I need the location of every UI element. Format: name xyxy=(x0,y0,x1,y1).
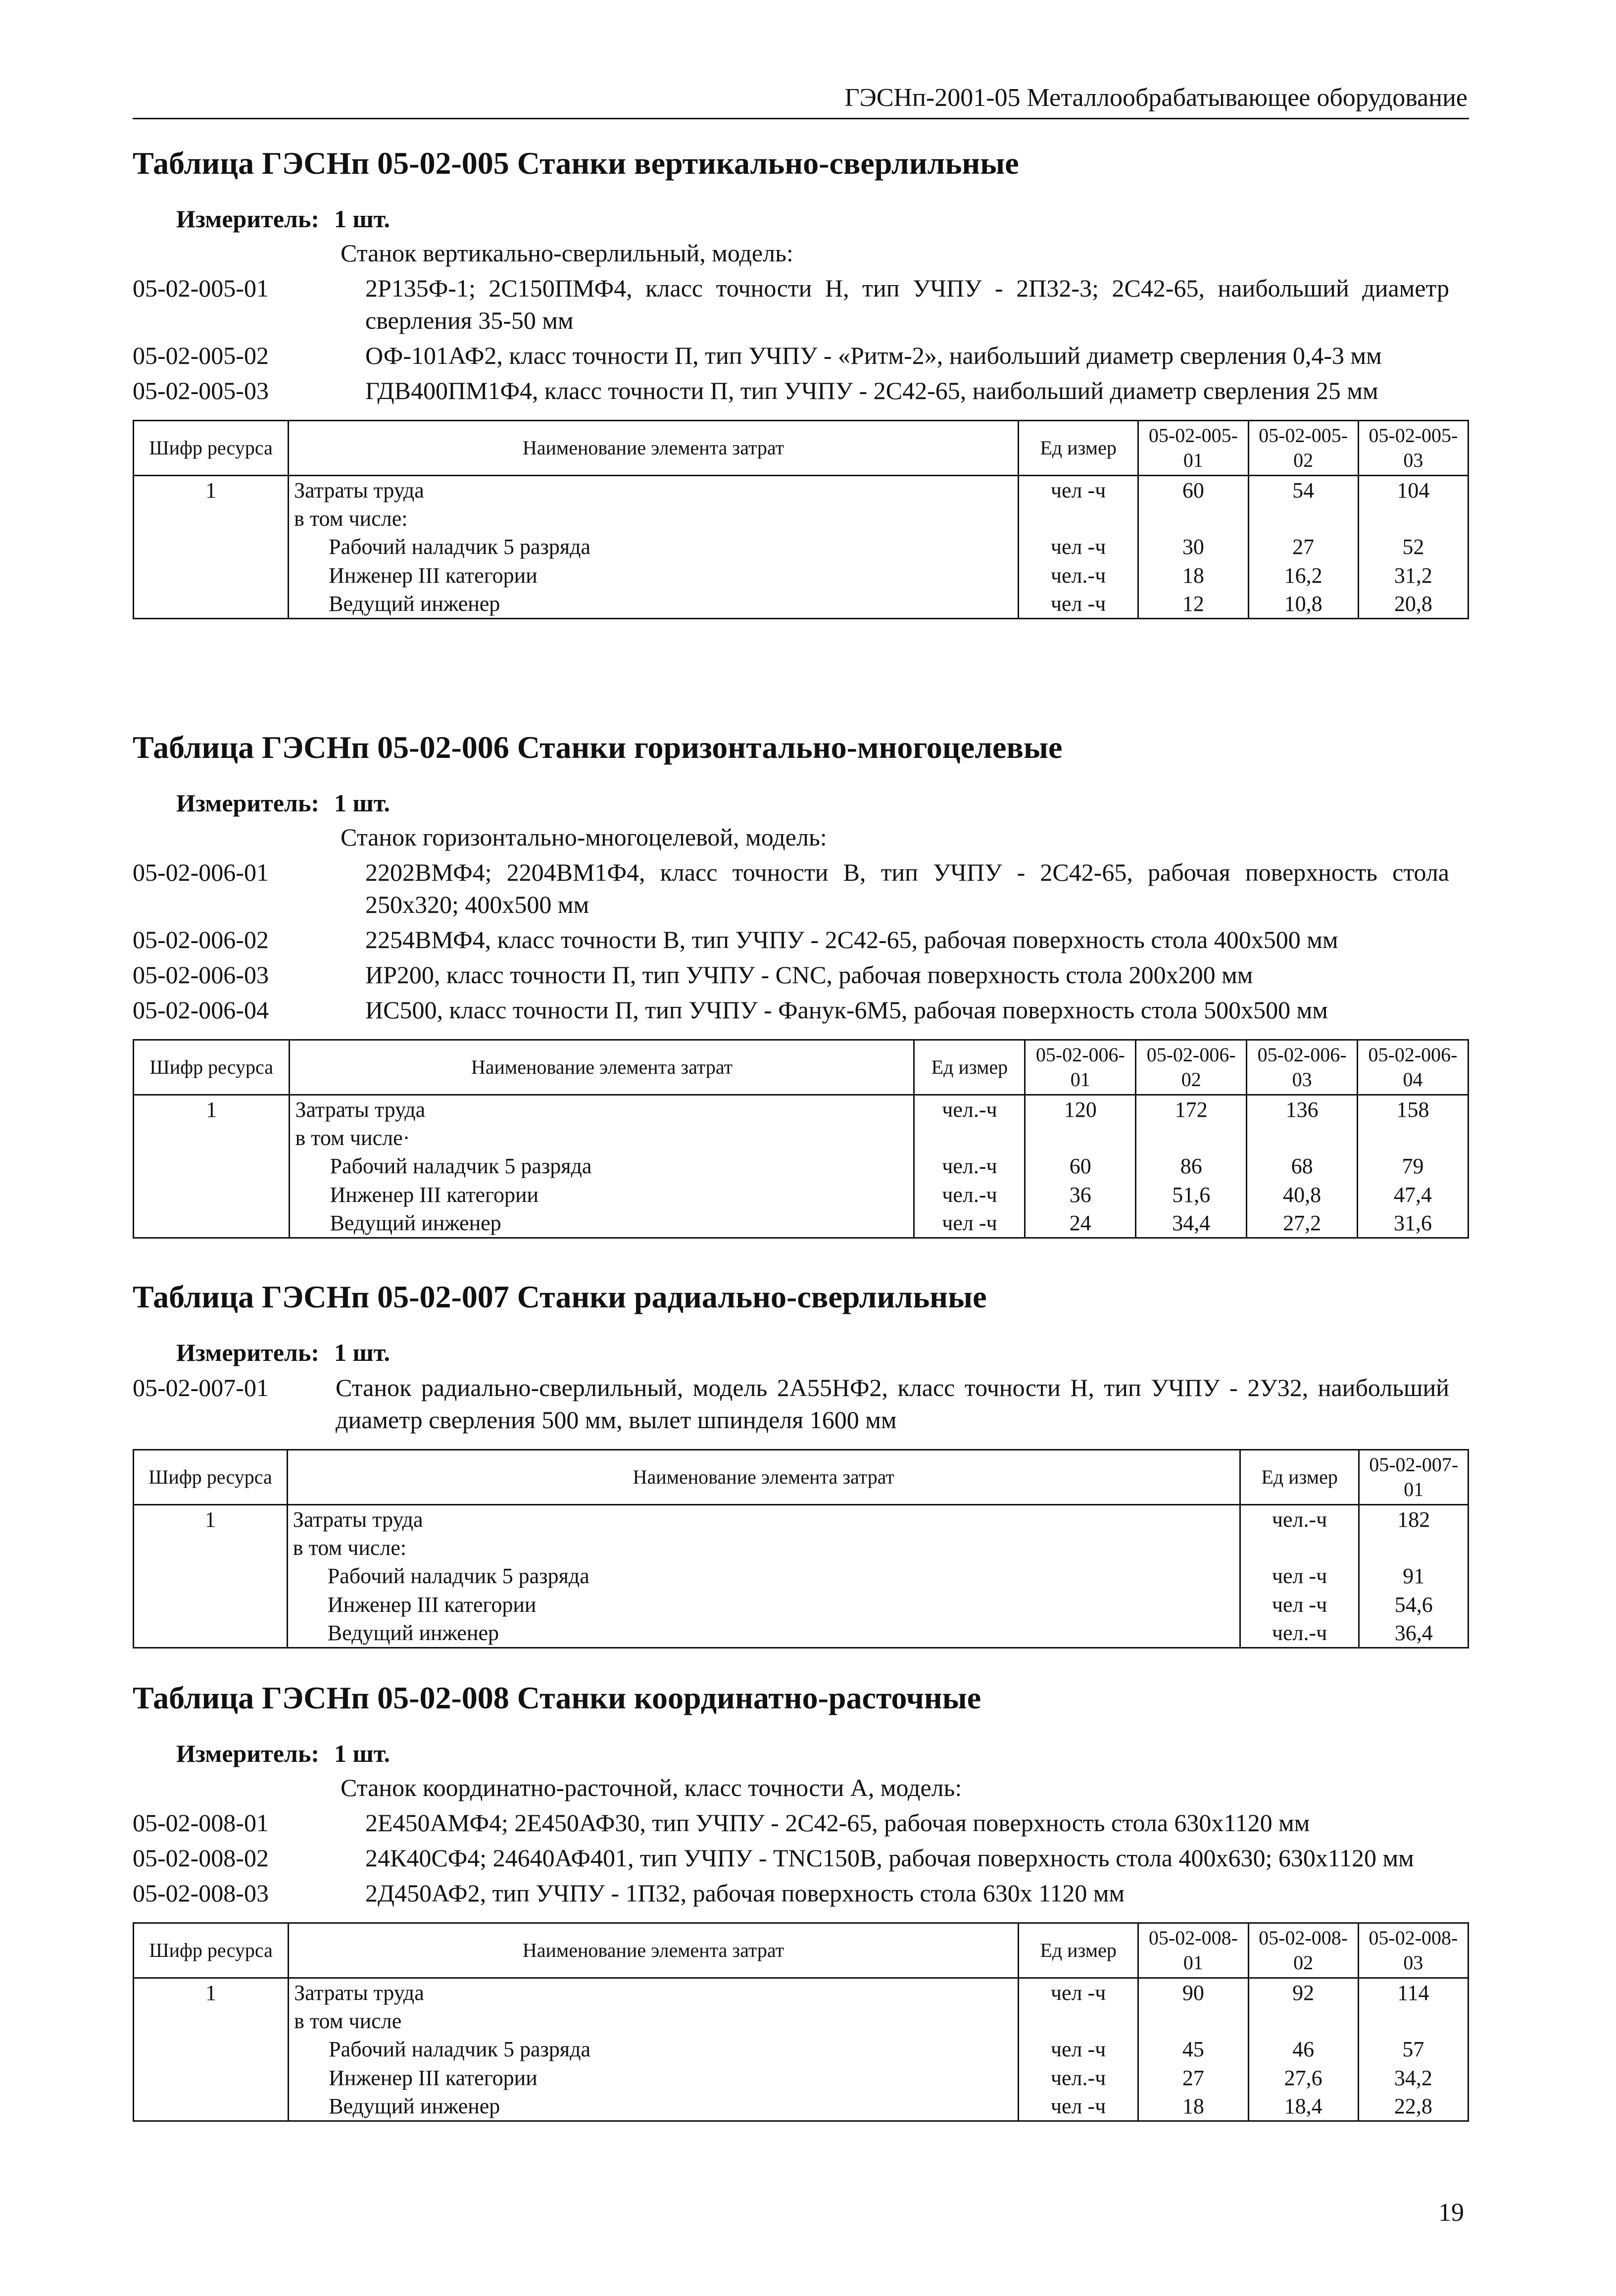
measure-label: Измеритель: xyxy=(176,1339,320,1366)
table-row xyxy=(134,2035,1469,2063)
table-row xyxy=(134,1152,1469,1180)
row-value xyxy=(1138,504,1248,533)
row-unit xyxy=(914,1124,1025,1152)
model-code: 05-02-007-01 xyxy=(133,1374,269,1401)
row-value: 18,4 xyxy=(1248,2092,1358,2121)
row-value: 104 xyxy=(1358,476,1468,505)
measure-value: 1 шт. xyxy=(334,789,391,817)
header-name: Наименование элемента затрат xyxy=(290,1040,914,1095)
table-row xyxy=(134,1181,1469,1209)
row-value: 60 xyxy=(1138,476,1248,505)
table-section xyxy=(133,728,1469,1239)
model-item xyxy=(133,272,1469,337)
measure-value: 1 шт. xyxy=(334,1339,391,1366)
row-name: Ведущий инженер xyxy=(289,2092,1019,2121)
section-title: Таблица ГЭСНп 05-02-007 Станки радиально-сверлильные xyxy=(133,1279,987,1314)
row-unit: чел -ч xyxy=(1018,476,1138,505)
row-code xyxy=(134,1619,288,1648)
table-header-row xyxy=(134,1040,1469,1095)
model-description: 2254ВМФ4, класс точности В, тип УЧПУ - 2С42-65, рабочая поверхность стола 400x500 мм xyxy=(365,926,1338,953)
row-unit: чел.-ч xyxy=(1240,1505,1359,1534)
row-unit: чел -ч xyxy=(1018,2092,1138,2121)
header-name: Наименование элемента затрат xyxy=(287,1450,1240,1505)
measure-line xyxy=(176,203,1469,235)
row-value: 24 xyxy=(1025,1209,1136,1238)
model-item xyxy=(133,340,1469,372)
section-title: Таблица ГЭСНп 05-02-005 Станки вертикально-сверлильные xyxy=(133,146,1019,181)
table-row xyxy=(134,590,1469,619)
row-unit: чел -ч xyxy=(1018,533,1138,561)
header-column-code: 05-02-007-01 xyxy=(1359,1450,1469,1505)
table-row xyxy=(134,2064,1469,2092)
model-intro: Станок горизонтально-многоцелевой, модель: xyxy=(341,823,827,851)
model-item xyxy=(133,1877,1469,1909)
row-value: 54,6 xyxy=(1359,1591,1469,1619)
row-value: 54 xyxy=(1248,476,1358,505)
model-code: 05-02-008-01 xyxy=(133,1809,269,1837)
model-code: 05-02-005-01 xyxy=(133,274,269,302)
header-column-code: 05-02-008-01 xyxy=(1138,1923,1248,1978)
row-unit: чел.-ч xyxy=(914,1095,1025,1124)
row-unit: чел -ч xyxy=(1240,1562,1359,1590)
header-code: Шифр ресурса xyxy=(134,1040,290,1095)
model-description: 24К40СФ4; 24640АФ401, тип УЧПУ - TNC150В, рабочая поверхность стола 400x630; 630x1120 мм xyxy=(365,1844,1414,1872)
header-code: Шифр ресурса xyxy=(134,421,289,476)
row-name: Инженер III категории xyxy=(289,561,1019,590)
section-title: Таблица ГЭСНп 05-02-006 Станки горизонтально-многоцелевые xyxy=(133,730,1063,765)
row-unit: чел.-ч xyxy=(914,1152,1025,1180)
row-code: 1 xyxy=(134,1095,290,1124)
row-value xyxy=(1248,2007,1358,2035)
table-row xyxy=(134,1095,1469,1124)
row-value: 18 xyxy=(1138,561,1248,590)
row-value xyxy=(1358,504,1468,533)
row-value: 16,2 xyxy=(1248,561,1358,590)
table-row xyxy=(134,1534,1469,1562)
row-code xyxy=(134,1181,290,1209)
table-row xyxy=(134,1209,1469,1238)
table-row xyxy=(134,1591,1469,1619)
model-code: 05-02-006-03 xyxy=(133,961,269,989)
model-intro: Станок координатно-расточной, класс точности А, модель: xyxy=(341,1774,962,1801)
model-item xyxy=(133,924,1469,956)
header-unit: Ед измер xyxy=(914,1040,1025,1095)
row-code xyxy=(134,1562,288,1590)
row-value xyxy=(1248,504,1358,533)
row-value: 27,6 xyxy=(1248,2064,1358,2092)
model-description: ИС500, класс точности П, тип УЧПУ - Фанук-6М5, рабочая поверхность стола 500x500 мм xyxy=(365,996,1328,1024)
measure-value: 1 шт. xyxy=(334,205,391,233)
row-name: в том числе· xyxy=(290,1124,914,1152)
row-code: 1 xyxy=(134,1505,288,1534)
row-value: 47,4 xyxy=(1358,1181,1469,1209)
row-value: 86 xyxy=(1136,1152,1247,1180)
model-description: 2202ВМФ4; 2204ВМ1Ф4, класс точности В, тип УЧПУ - 2С42-65, рабочая поверхность стола 250x320; 400x500 мм xyxy=(365,858,1449,918)
row-value: 27 xyxy=(1138,2064,1248,2092)
row-unit: чел -ч xyxy=(1018,2035,1138,2063)
row-value: 34,4 xyxy=(1136,1209,1247,1238)
row-code xyxy=(134,590,289,619)
header-column-code: 05-02-006-03 xyxy=(1247,1040,1358,1095)
row-name: в том числе: xyxy=(289,504,1019,533)
table-row xyxy=(134,2007,1469,2035)
model-item xyxy=(133,1372,1469,1436)
table-row xyxy=(134,476,1469,505)
header-code: Шифр ресурса xyxy=(134,1450,288,1505)
model-item xyxy=(133,1842,1469,1874)
row-code xyxy=(134,1124,290,1152)
table-section xyxy=(133,1678,1469,2122)
row-unit: чел -ч xyxy=(1018,590,1138,619)
table-header-row xyxy=(134,1923,1469,1978)
row-code xyxy=(134,1152,290,1180)
row-name: Ведущий инженер xyxy=(287,1619,1240,1648)
header-column-code: 05-02-005-01 xyxy=(1138,421,1248,476)
row-value: 52 xyxy=(1358,533,1468,561)
model-item xyxy=(133,856,1469,921)
row-unit: чел -ч xyxy=(914,1209,1025,1238)
header-column-code: 05-02-006-04 xyxy=(1358,1040,1469,1095)
model-item xyxy=(133,959,1469,991)
row-code xyxy=(134,561,289,590)
table-section xyxy=(133,144,1469,619)
cost-table xyxy=(133,420,1469,619)
row-value: 36,4 xyxy=(1359,1619,1469,1648)
row-value xyxy=(1358,1124,1469,1152)
measure-label: Измеритель: xyxy=(176,1740,320,1767)
row-value: 90 xyxy=(1138,1978,1248,2007)
row-code xyxy=(134,2064,289,2092)
header-column-code: 05-02-008-02 xyxy=(1248,1923,1358,1978)
row-name: Ведущий инженер xyxy=(289,590,1019,619)
row-value: 12 xyxy=(1138,590,1248,619)
row-value: 136 xyxy=(1247,1095,1358,1124)
row-value: 68 xyxy=(1247,1152,1358,1180)
row-value: 22,8 xyxy=(1358,2092,1468,2121)
header-column-code: 05-02-008-03 xyxy=(1358,1923,1468,1978)
model-code: 05-02-006-04 xyxy=(133,996,269,1024)
row-value: 92 xyxy=(1248,1978,1358,2007)
header-code: Шифр ресурса xyxy=(134,1923,289,1978)
row-name: Затраты труда xyxy=(290,1095,914,1124)
table-row xyxy=(134,504,1469,533)
model-code: 05-02-008-03 xyxy=(133,1879,269,1907)
row-name: Затраты труда xyxy=(287,1505,1240,1534)
row-name: Ведущий инженер xyxy=(290,1209,914,1238)
row-value: 31,6 xyxy=(1358,1209,1469,1238)
row-value xyxy=(1359,1534,1469,1562)
measure-label: Измеритель: xyxy=(176,205,320,233)
row-value: 36 xyxy=(1025,1181,1136,1209)
row-value: 51,6 xyxy=(1136,1181,1247,1209)
header-unit: Ед измер xyxy=(1018,421,1138,476)
row-unit: чел -ч xyxy=(1018,1978,1138,2007)
row-name: Инженер III категории xyxy=(290,1181,914,1209)
table-row xyxy=(134,1619,1469,1648)
row-value: 60 xyxy=(1025,1152,1136,1180)
section-title: Таблица ГЭСНп 05-02-008 Станки координатно-расточные xyxy=(133,1680,981,1715)
row-value: 18 xyxy=(1138,2092,1248,2121)
model-description: ИР200, класс точности П, тип УЧПУ - CNC, рабочая поверхность стола 200x200 мм xyxy=(365,961,1253,989)
measure-line xyxy=(176,1337,1469,1369)
model-description: 2Е450АМФ4; 2Е450АФ30, тип УЧПУ - 2С42-65, рабочая поверхность стола 630x1120 мм xyxy=(365,1809,1310,1837)
row-code xyxy=(134,1591,288,1619)
row-unit xyxy=(1018,2007,1138,2035)
measure-line xyxy=(176,787,1469,819)
row-value: 46 xyxy=(1248,2035,1358,2063)
model-description: 2Р135Ф-1; 2С150ПМФ4, класс точности Н, тип УЧПУ - 2П32-3; 2С42-65, наибольший диаметр сверления 35-50 мм xyxy=(365,274,1449,334)
row-value: 27 xyxy=(1248,533,1358,561)
row-code: 1 xyxy=(134,1978,289,2007)
row-value: 27,2 xyxy=(1247,1209,1358,1238)
table-header-row xyxy=(134,421,1469,476)
row-value: 10,8 xyxy=(1248,590,1358,619)
row-value: 182 xyxy=(1359,1505,1469,1534)
row-code xyxy=(134,533,289,561)
row-name: Инженер III категории xyxy=(287,1591,1240,1619)
row-value: 30 xyxy=(1138,533,1248,561)
row-value: 45 xyxy=(1138,2035,1248,2063)
row-value: 79 xyxy=(1358,1152,1469,1180)
cost-table xyxy=(133,1039,1469,1239)
row-value: 31,2 xyxy=(1358,561,1468,590)
row-unit: чел.-ч xyxy=(914,1181,1025,1209)
header-unit: Ед измер xyxy=(1018,1923,1138,1978)
header-column-code: 05-02-006-01 xyxy=(1025,1040,1136,1095)
row-value xyxy=(1138,2007,1248,2035)
row-code xyxy=(134,1534,288,1562)
row-unit xyxy=(1018,504,1138,533)
row-value: 57 xyxy=(1358,2035,1468,2063)
table-row xyxy=(134,533,1469,561)
header-name: Наименование элемента затрат xyxy=(289,421,1019,476)
row-value xyxy=(1358,2007,1468,2035)
table-row xyxy=(134,1562,1469,1590)
row-value: 172 xyxy=(1136,1095,1247,1124)
row-unit xyxy=(1240,1534,1359,1562)
row-name: в том числе xyxy=(289,2007,1019,2035)
running-header: ГЭСНп-2001-05 Металлообрабатывающее оборудование xyxy=(844,84,1468,112)
measure-label: Измеритель: xyxy=(176,789,320,817)
table-row xyxy=(134,1978,1469,2007)
model-item xyxy=(133,1807,1469,1839)
measure-line xyxy=(176,1738,1469,1770)
row-name: в том числе: xyxy=(287,1534,1240,1562)
model-code: 05-02-005-03 xyxy=(133,377,269,404)
row-value: 34,2 xyxy=(1358,2064,1468,2092)
row-value xyxy=(1136,1124,1247,1152)
model-item xyxy=(133,994,1469,1026)
row-unit: чел -ч xyxy=(1240,1591,1359,1619)
model-code: 05-02-008-02 xyxy=(133,1844,269,1872)
model-description: ГДВ400ПМ1Ф4, класс точности П, тип УЧПУ - 2С42-65, наибольший диаметр сверления 25 мм xyxy=(365,377,1378,404)
row-value: 91 xyxy=(1359,1562,1469,1590)
row-unit: чел.-ч xyxy=(1018,2064,1138,2092)
row-value: 40,8 xyxy=(1247,1181,1358,1209)
table-row xyxy=(134,561,1469,590)
model-code: 05-02-006-01 xyxy=(133,858,269,886)
row-value: 158 xyxy=(1358,1095,1469,1124)
table-section xyxy=(133,1277,1469,1648)
model-description: ОФ-101АФ2, класс точности П, тип УЧПУ - «Ритм-2», наибольший диаметр сверления 0,4-3 мм xyxy=(365,342,1382,369)
table-row xyxy=(134,2092,1469,2121)
table-row xyxy=(134,1124,1469,1152)
model-intro: Станок вертикально-сверлильный, модель: xyxy=(341,239,793,267)
row-name: Затраты труда xyxy=(289,476,1019,505)
model-description: Станок радиально-сверлильный, модель 2А55НФ2, класс точности Н, тип УЧПУ - 2У32, наибольший диаметр сверления 500 мм, вылет шпинделя 1600 мм xyxy=(336,1374,1449,1434)
header-column-code: 05-02-005-02 xyxy=(1248,421,1358,476)
row-name: Инженер III категории xyxy=(289,2064,1019,2092)
table-header-row xyxy=(134,1450,1469,1505)
row-value: 120 xyxy=(1025,1095,1136,1124)
model-code: 05-02-006-02 xyxy=(133,926,269,953)
model-description: 2Д450АФ2, тип УЧПУ - 1П32, рабочая поверхность стола 630x 1120 мм xyxy=(365,1879,1125,1907)
header-unit: Ед измер xyxy=(1240,1450,1359,1505)
row-code xyxy=(134,2007,289,2035)
header-name: Наименование элемента затрат xyxy=(289,1923,1019,1978)
table-row xyxy=(134,1505,1469,1534)
row-value xyxy=(1025,1124,1136,1152)
row-value xyxy=(1247,1124,1358,1152)
row-name: Затраты труда xyxy=(289,1978,1019,2007)
row-code xyxy=(134,2092,289,2121)
row-code xyxy=(134,2035,289,2063)
row-code xyxy=(134,504,289,533)
row-unit: чел.-ч xyxy=(1018,561,1138,590)
model-code: 05-02-005-02 xyxy=(133,342,269,369)
row-name: Рабочий наладчик 5 разряда xyxy=(289,2035,1019,2063)
row-code xyxy=(134,1209,290,1238)
row-name: Рабочий наладчик 5 разряда xyxy=(287,1562,1240,1590)
row-value: 20,8 xyxy=(1358,590,1468,619)
model-item xyxy=(133,375,1469,407)
row-value: 114 xyxy=(1358,1978,1468,2007)
cost-table xyxy=(133,1449,1469,1648)
row-code: 1 xyxy=(134,476,289,505)
header-column-code: 05-02-005-03 xyxy=(1358,421,1468,476)
page-number: 19 xyxy=(1438,2198,1464,2227)
row-name: Рабочий наладчик 5 разряда xyxy=(289,533,1019,561)
measure-value: 1 шт. xyxy=(334,1740,391,1767)
header-column-code: 05-02-006-02 xyxy=(1136,1040,1247,1095)
row-unit: чел.-ч xyxy=(1240,1619,1359,1648)
cost-table xyxy=(133,1922,1469,2122)
row-name: Рабочий наладчик 5 разряда xyxy=(290,1152,914,1180)
header-rule xyxy=(133,118,1469,119)
